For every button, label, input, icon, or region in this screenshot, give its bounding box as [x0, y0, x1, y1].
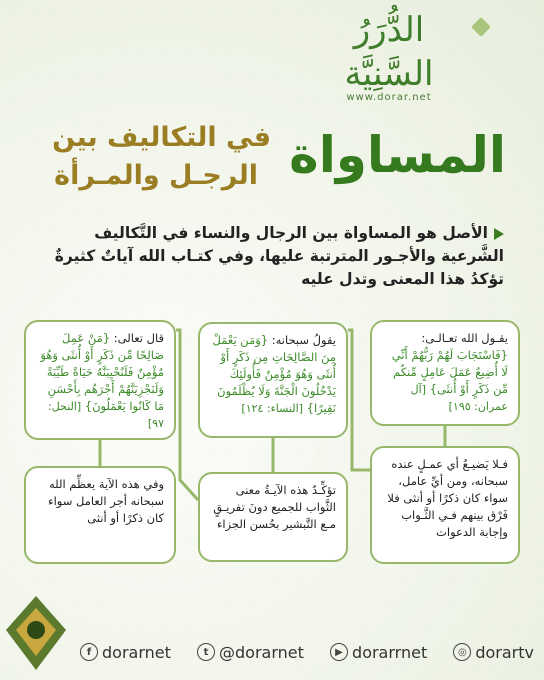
twitter-icon: t — [197, 643, 215, 661]
card-intro: يقولُ سبحانه: — [271, 333, 336, 347]
header — [0, 0, 544, 104]
intro-body: الأصل هو المساواة بين الرجال والنساء في التَّكاليف الشَّرعية والأجـور المترتبة عليها، وفي كتـاب الله آياتٌ كثيرةٌ تؤكدُ هذا المعنى وتدل عليه — [54, 224, 504, 288]
card-intro: يقـول الله تعـالـى: — [421, 331, 508, 345]
arrow-icon — [494, 228, 504, 240]
title-line1: في التكاليف بين — [52, 122, 271, 153]
youtube-icon: ▶ — [330, 643, 348, 661]
verse-text: {فَاسْتَجَابَ لَهُمْ رَبُّهُمْ أَنِّي لَا أُضِيعُ عَمَلَ عَامِلٍ مِّنكُم مِّن ذَكَرٍ أَوْ أُنثَى} — [391, 348, 508, 396]
connector-mid — [348, 330, 370, 470]
verse-ref: [آل عمران: ١٩٥] — [410, 383, 508, 413]
facebook-handle: dorarnet — [102, 642, 171, 662]
instagram-icon: ◎ — [453, 643, 471, 661]
verse-ref: [النساء: ١٢٤] — [241, 402, 303, 415]
youtube-link[interactable] — [330, 643, 427, 662]
card-text: فـلا يَضيـعُ أي عمـلٍ عنده سبحانه، ومن أيِّ عامل، سواء كان ذكرًا أو أنثى فلا فَرْق بينهم فـي الثَّـواب وإجابة الدعوات — [387, 457, 508, 539]
card-explanation-3 — [24, 466, 176, 564]
instagram-link[interactable] — [453, 643, 534, 662]
card-aal-imran — [370, 320, 520, 426]
card-text: تؤكِّـدُ هذه الآيـةُ معنى الثَّواب للجميع دونَ تفريـقٍ مـع التَّبشير بحُسن الجزاء — [213, 483, 336, 531]
emblem-icon — [0, 590, 72, 680]
card-text: وفي هذه الآية يعظِّم الله سبحانه أجر العامل سواء كان ذكرًا أو أنثى — [48, 477, 164, 525]
card-explanation-2 — [198, 472, 348, 562]
verse-ref: [النحل: ٩٧] — [47, 400, 164, 430]
card-an-nisa — [198, 322, 348, 438]
verse-text: {وَمَن يَعْمَلْ مِنَ الصَّالِحَاتِ مِن ذَكَرٍ أَوْ أُنثَى وَهُوَ مُؤْمِنٌ فَأُولَئِكَ يَدْخُلُونَ الْجَنَّةَ وَلَا يُظْلَمُونَ نَقِيرًا} — [212, 333, 336, 415]
card-an-nahl — [24, 320, 176, 440]
page-title — [36, 120, 506, 200]
facebook-icon: f — [80, 643, 98, 661]
social-footer — [80, 638, 534, 666]
verse-text: {مَنْ عَمِلَ صَالِحًا مِّن ذَكَرٍ أَوْ أُنثَى وَهُوَ مُؤْمِنٌ فَلَنُحْيِيَنَّهُ حَيَاةً طَيِّبَةً وَلَنَجْزِيَنَّهُمْ أَجْرَهُم بِأَحْسَنِ مَا كَانُوا يَعْمَلُونَ} — [40, 331, 164, 413]
logo[interactable] — [304, 8, 474, 103]
youtube-handle: dorarrnet — [352, 642, 428, 662]
facebook-link[interactable] — [80, 643, 171, 662]
logo-url: www.dorar.net — [346, 92, 432, 103]
instagram-handle: dorartv — [475, 642, 534, 662]
twitter-handle: @dorarnet — [219, 642, 304, 662]
star-icon — [471, 17, 491, 37]
intro-text — [42, 222, 504, 291]
logo-name: الدُّرَرُ السَّنِيَّة — [344, 10, 434, 94]
title-line2: الرجـل والمـرأة — [54, 160, 258, 191]
card-explanation-1 — [370, 446, 520, 564]
card-intro: قال تعالى: — [113, 331, 164, 345]
twitter-link[interactable] — [197, 643, 304, 662]
connector-left — [176, 330, 198, 500]
title-main: المساواة — [289, 126, 506, 184]
